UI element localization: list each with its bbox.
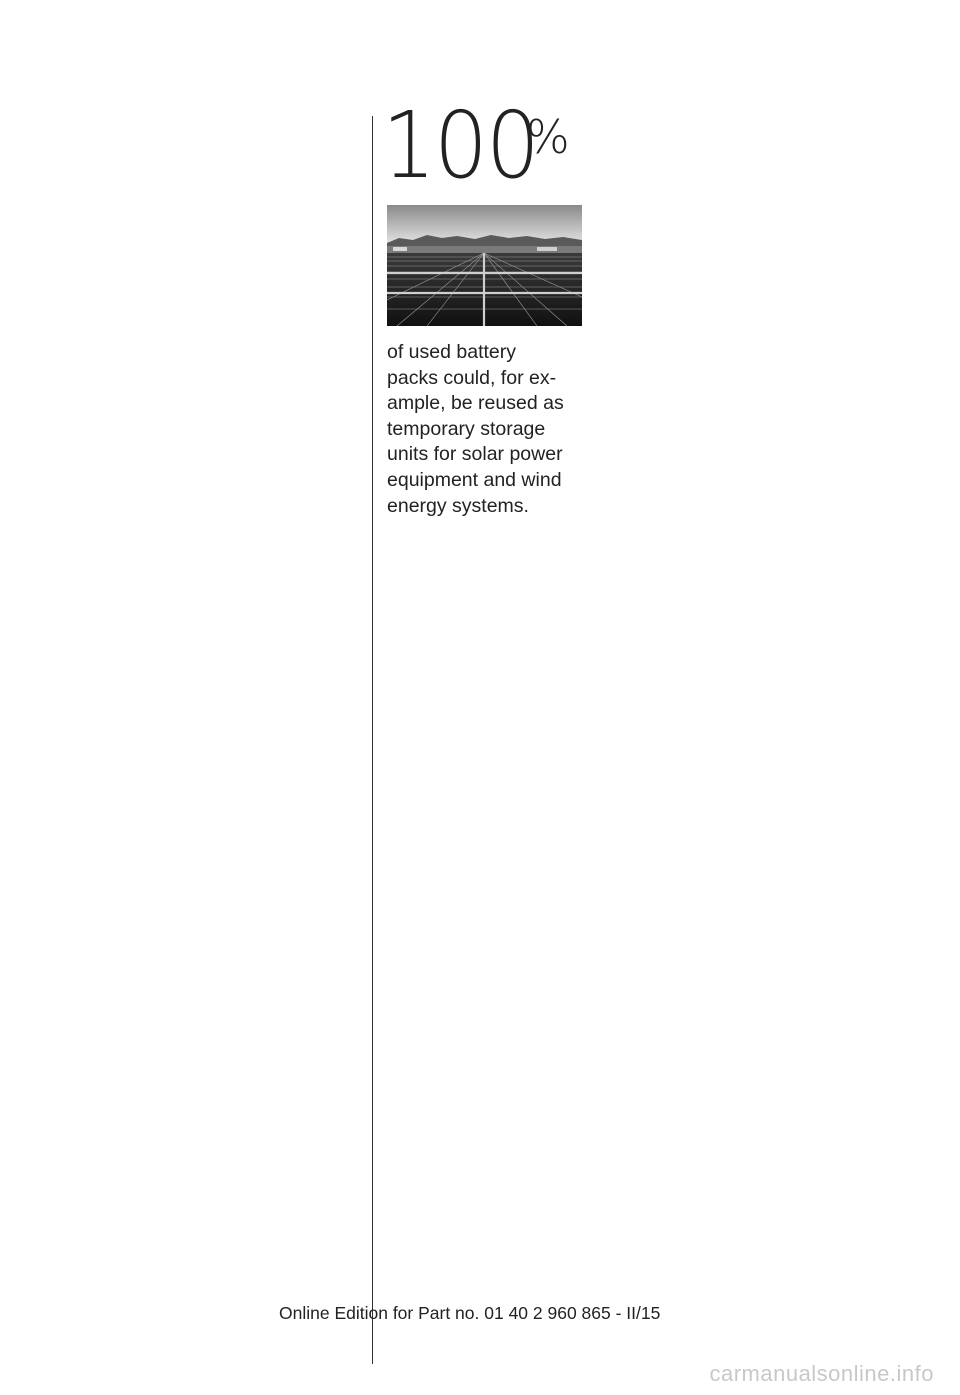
statistic-value: 100 xyxy=(382,92,539,199)
edition-footer: Online Edition for Part no. 01 40 2 960 865 - II/15 xyxy=(279,1303,661,1323)
caption-line: packs could, for ex- xyxy=(387,366,557,389)
site-watermark: carmanualsonline.info xyxy=(709,1361,934,1386)
solar-panel-photo xyxy=(387,205,582,326)
caption-line: units for solar power xyxy=(387,443,563,466)
caption-line: ample, be reused as xyxy=(387,392,564,415)
statistic-unit: % xyxy=(526,110,570,164)
vertical-rule xyxy=(372,116,373,1364)
caption-line: temporary storage xyxy=(387,417,546,440)
caption-line: equipment and wind xyxy=(387,468,562,491)
caption-text xyxy=(387,340,587,519)
caption-line: of used battery xyxy=(387,341,516,363)
statistic-headline xyxy=(382,92,570,199)
caption-line: energy systems. xyxy=(387,494,529,517)
